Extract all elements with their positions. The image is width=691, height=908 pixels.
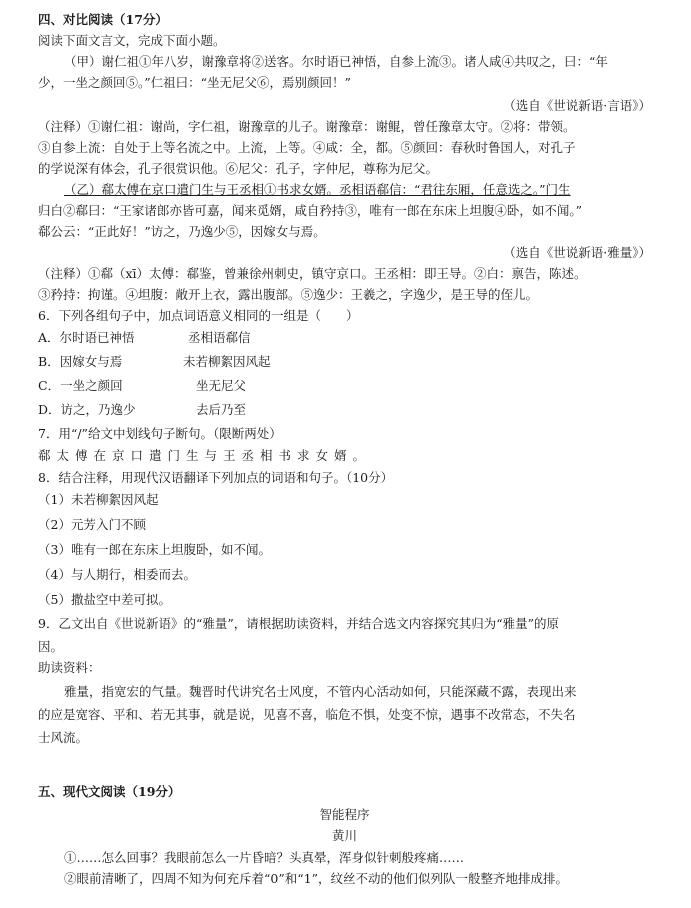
jia-note-3: 的学说深有体会，孔子很赏识他。⑥尼父：孔子，字仲尼，尊称为尼父。	[38, 161, 439, 176]
yi-note-2: ③矜持：拘谨。④坦腹：敞开上衣，露出腹部。⑤逸少：王羲之，字逸少，是王导的侄儿。	[38, 287, 539, 302]
option-letter: D．	[38, 402, 61, 417]
aid-title: 助读资料：	[38, 660, 101, 675]
passage-jia-line-1: （甲）谢仁祖①年八岁，谢豫章将②送客。尔时语已神悟，自参上流③。诸人咸④共叹之，曰：“年	[64, 54, 608, 69]
section5-title: 五、现代文阅读（19分）	[38, 784, 181, 799]
option-left: 因嫁女与焉	[59, 354, 123, 369]
option-letter: B．	[38, 354, 60, 369]
option-letter: A．	[38, 330, 60, 345]
q8-stem: 8．结合注释，用现代汉语翻译下列加点的词语和句子。（10分）	[38, 470, 394, 485]
story-author: 黄川	[331, 828, 357, 843]
aid-line-3: 士风流。	[38, 730, 89, 745]
yi-note-1: （注释）①郗（xī）太傅：郗鉴，曾兼徐州刺史，镇守京口。王丞相：即王导。②白：禀告，陈述。	[38, 266, 587, 281]
q9-line-2: 因。	[38, 639, 64, 654]
q7-stem: 7．用“/”给文中划线句子断句。（限断两处）	[38, 426, 282, 441]
passage-yi-line-3: 郗公云：“正此好！”访之，乃逸少⑤，因嫁女与焉。	[38, 224, 326, 239]
option-right: 丞相语郗信	[188, 330, 251, 345]
option-letter: C．	[38, 378, 61, 393]
jia-note-2: ③自参上流：自处于上等名流之中。上流，上等。④咸：全，都。⑤颜回：春秋时鲁国人，对孔子	[38, 140, 576, 155]
q8-item-2: （2）元芳入门不顾	[38, 517, 146, 532]
q6-option-d	[38, 400, 651, 420]
story-title: 智能程序	[319, 807, 370, 822]
option-left: 尔时语已神悟	[59, 330, 135, 345]
q6-option-b	[38, 352, 651, 372]
passage-yi-line-1	[64, 180, 651, 200]
q8-item-5: （5）撒盐空中差可拟。	[38, 592, 171, 607]
instruction: 阅读下面文言文，完成下面小题。	[38, 33, 226, 48]
section4-title: 四、对比阅读（17分）	[38, 12, 168, 27]
q7-sentence: 郗太傅在京口遣门生与王丞相书求女婿。	[38, 448, 372, 463]
q8-item-1: （1）未若柳絮因风起	[38, 492, 159, 507]
passage-yi-line-2: 归白②郗曰：“王家诸郎亦皆可嘉，闻来觅婿，咸自矜持③，唯有一郎在东床上坦腹④卧，如不闻。”	[38, 203, 583, 218]
option-left: 一坐之颜回	[60, 378, 123, 393]
aid-line-2: 的应是宽容、平和、若无其事，就是说，见喜不喜，临危不惧，处变不惊，遇事不改常态，不失名	[38, 707, 576, 722]
q6-stem: 6．下列各组句子中，加点词语意义相同的一组是（ ）	[38, 308, 359, 323]
underlined-sentence: （乙）郗太傅在京口遣门生与王丞相①书求女婿。丞相语郗信：“君往东厢，任意选之。”门生	[64, 182, 571, 197]
q9-line-1: 9．乙文出自《世说新语》的“雅量”，请根据助读资料，并结合选文内容探究其归为“雅量”的原	[38, 616, 560, 631]
story-para-2: ②眼前清晰了，四周不知为何充斥着“0”和“1”，纹丝不动的他们似列队一般整齐地排成排。	[64, 871, 568, 886]
jia-note-1: （注释）①谢仁祖：谢尚，字仁祖，谢豫章的儿子。谢豫章：谢鲲，曾任豫章太守。②将：带领。	[38, 119, 576, 134]
aid-line-1: 雅量，指宽宏的气量。魏晋时代讲究名士风度，不管内心活动如何，只能深藏不露，表现出来	[64, 684, 577, 699]
option-left: 访之，乃逸少	[60, 402, 136, 417]
option-right: 去后乃至	[196, 402, 247, 417]
q6-option-a	[38, 328, 651, 348]
q8-item-3: （3）唯有一郎在东床上坦腹卧，如不闻。	[38, 542, 271, 557]
option-right: 坐无尼父	[196, 378, 247, 393]
passage-jia-line-2: 少，一坐之颜回⑤。”仁祖曰：“坐无尼父⑥，焉别颜回！”	[38, 75, 351, 90]
q6-option-c	[38, 376, 651, 396]
option-right: 未若柳絮因风起	[183, 354, 271, 369]
story-para-1: ①……怎么回事？我眼前怎么一片昏暗？头真晕，浑身似针刺般疼痛……	[64, 850, 465, 865]
passage-yi-source: （选自《世说新语·雅量》）	[503, 245, 651, 260]
passage-jia-source: （选自《世说新语·言语》）	[503, 98, 651, 113]
q8-item-4: （4）与人期行，相委而去。	[38, 567, 196, 582]
